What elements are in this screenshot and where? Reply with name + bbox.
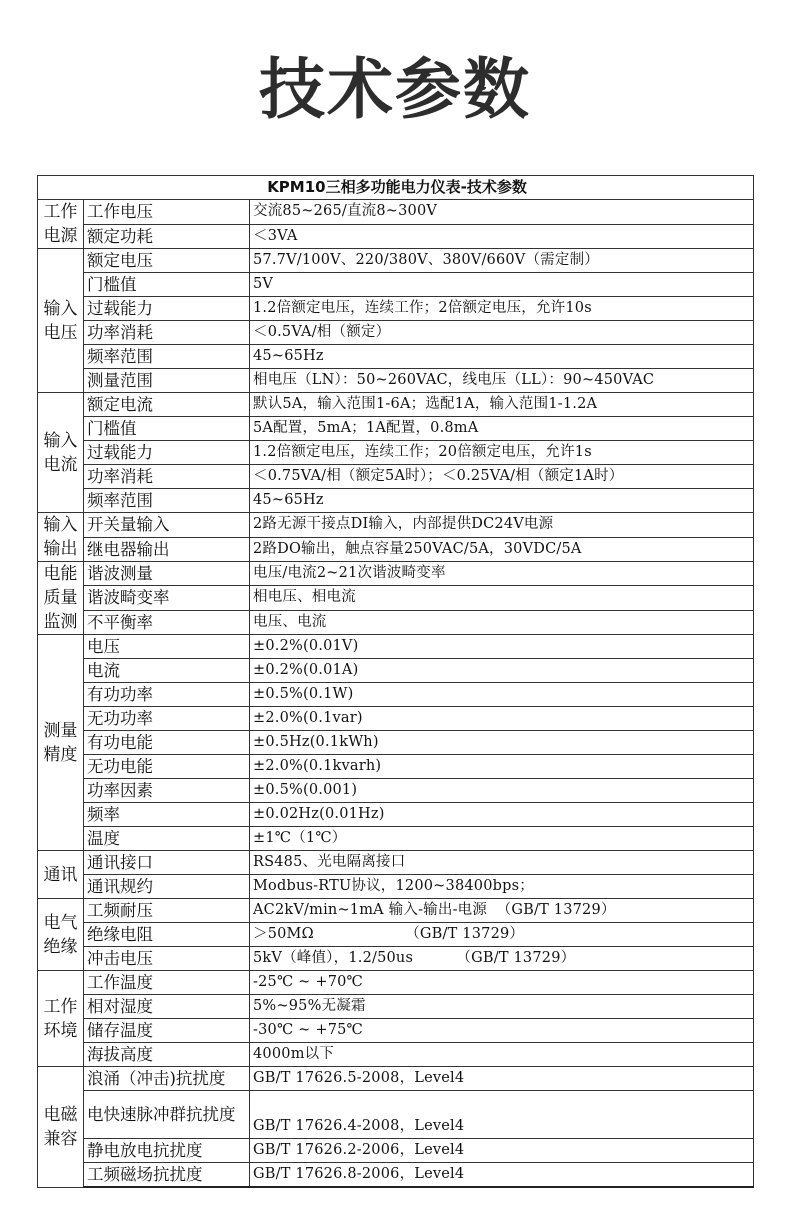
value-cell: GB/T 17626.2-2006，Level4: [250, 1139, 754, 1163]
parameter-cell: 绝缘电阻: [84, 923, 250, 947]
parameter-cell: 不平衡率: [84, 610, 250, 634]
parameter-cell: 工作电压: [84, 200, 250, 225]
value-cell: ±0.2%(0.01V): [250, 635, 754, 659]
table-row: [38, 321, 754, 345]
value-cell: 2路无源干接点DI输入，内部提供DC24V电源: [250, 513, 754, 538]
parameter-cell: 通讯接口: [84, 851, 250, 875]
value-cell: 交流85~265/直流8~300V: [250, 200, 754, 225]
parameter-cell: 频率范围: [84, 489, 250, 513]
parameter-cell: 功率消耗: [84, 321, 250, 345]
parameter-cell: 过载能力: [84, 297, 250, 321]
value-cell: 相电压（LN）：50~260VAC，线电压（LL）：90~450VAC: [250, 369, 754, 393]
table-row: [38, 465, 754, 489]
value-cell: 57.7V/100V、220/380V、380V/660V（需定制）: [250, 249, 754, 273]
parameter-cell: 继电器输出: [84, 537, 250, 562]
table-row: [38, 249, 754, 273]
value-cell: ±0.02Hz(0.01Hz): [250, 803, 754, 827]
table-row: [38, 851, 754, 875]
value-cell: ±0.2%(0.01A): [250, 659, 754, 683]
table-row: [38, 273, 754, 297]
value-cell: Modbus-RTU协议，1200~38400bps；: [250, 875, 754, 899]
table-row: [38, 779, 754, 803]
parameter-cell: 频率范围: [84, 345, 250, 369]
table-row: [38, 707, 754, 731]
table-row: [38, 1163, 754, 1188]
page-heading: 技术参数: [259, 51, 531, 128]
table-row: [38, 297, 754, 321]
value-cell: 1.2倍额定电压，连续工作；2倍额定电压，允许10s: [250, 297, 754, 321]
value-cell: ＜0.5VA/相（额定）: [250, 321, 754, 345]
category-cell: 输入输出: [38, 513, 84, 562]
parameter-cell: 开关量输入: [84, 513, 250, 538]
table-row: [38, 1043, 754, 1067]
parameter-cell: 工频耐压: [84, 899, 250, 923]
table-row: [38, 971, 754, 995]
value-cell: 4000m以下: [250, 1043, 754, 1067]
parameter-cell: 测量范围: [84, 369, 250, 393]
value-cell: 45~65Hz: [250, 489, 754, 513]
table-row: [38, 1139, 754, 1163]
value-cell: ±0.5%(0.001): [250, 779, 754, 803]
value-cell: GB/T 17626.4-2008，Level4: [250, 1091, 754, 1139]
value-cell: -25℃ ~ +70℃: [250, 971, 754, 995]
table-row: [38, 875, 754, 899]
category-cell: 通讯: [38, 851, 84, 899]
category-cell: 电气绝缘: [38, 899, 84, 971]
parameter-cell: 额定电流: [84, 393, 250, 417]
parameter-cell: 相对湿度: [84, 995, 250, 1019]
category-cell: 工作电源: [38, 200, 84, 249]
parameter-cell: 工作温度: [84, 971, 250, 995]
table-row: [38, 803, 754, 827]
value-cell: 5A配置，5mA；1A配置，0.8mA: [250, 417, 754, 441]
value-cell: ±0.5Hz(0.1kWh): [250, 731, 754, 755]
table-row: [38, 755, 754, 779]
spec-table: [37, 175, 754, 1188]
value-cell: ＜3VA: [250, 224, 754, 249]
table-row: [38, 827, 754, 851]
table-title: KPM10三相多功能电力仪表-技术参数: [38, 176, 754, 200]
category-cell: 电磁兼容: [38, 1067, 84, 1188]
table-row: [38, 923, 754, 947]
value-cell: 2路DO输出，触点容量250VAC/5A，30VDC/5A: [250, 537, 754, 562]
table-row: [38, 610, 754, 634]
table-row: [38, 586, 754, 610]
value-cell: 5V: [250, 273, 754, 297]
parameter-cell: 储存温度: [84, 1019, 250, 1043]
value-cell: ±2.0%(0.1kvarh): [250, 755, 754, 779]
table-row: [38, 1067, 754, 1091]
parameter-cell: 温度: [84, 827, 250, 851]
value-cell: 5%~95%无凝霜: [250, 995, 754, 1019]
value-cell: GB/T 17626.8-2006，Level4: [250, 1163, 754, 1188]
table-row: [38, 393, 754, 417]
parameter-cell: 谐波畸变率: [84, 586, 250, 610]
table-row: [38, 513, 754, 538]
table-row: [38, 489, 754, 513]
table-row: [38, 562, 754, 586]
value-cell: 1.2倍额定电压，连续工作；20倍额定电压，允许1s: [250, 441, 754, 465]
table-row: [38, 345, 754, 369]
value-cell: GB/T 17626.5-2008，Level4: [250, 1067, 754, 1091]
parameter-cell: 冲击电压: [84, 947, 250, 971]
parameter-cell: 静电放电抗扰度: [84, 1139, 250, 1163]
table-row: [38, 441, 754, 465]
parameter-cell: 额定功耗: [84, 224, 250, 249]
parameter-cell: 浪涌（冲击)抗扰度: [84, 1067, 250, 1091]
parameter-cell: 频率: [84, 803, 250, 827]
parameter-cell: 过载能力: [84, 441, 250, 465]
table-row: [38, 417, 754, 441]
value-cell: AC2kV/min~1mA 输入-输出-电源 （GB/T 13729）: [250, 899, 754, 923]
category-cell: 输入电流: [38, 393, 84, 513]
value-cell: ＜0.75VA/相（额定5A时）；＜0.25VA/相（额定1A时）: [250, 465, 754, 489]
value-cell: 相电压、相电流: [250, 586, 754, 610]
value-cell: 电压/电流2~21次谐波畸变率: [250, 562, 754, 586]
category-cell: 测量精度: [38, 635, 84, 851]
table-row: [38, 731, 754, 755]
table-title-row: [38, 176, 754, 200]
parameter-cell: 工频磁场抗扰度: [84, 1163, 250, 1188]
value-cell: ±2.0%(0.1var): [250, 707, 754, 731]
table-row: [38, 224, 754, 249]
parameter-cell: 有功电能: [84, 731, 250, 755]
table-row: [38, 1019, 754, 1043]
parameter-cell: 门槛值: [84, 417, 250, 441]
value-cell: RS485、光电隔离接口: [250, 851, 754, 875]
table-row: [38, 1091, 754, 1139]
category-cell: 输入电压: [38, 249, 84, 393]
value-cell: 5kV（峰值），1.2/50us （GB/T 13729）: [250, 947, 754, 971]
value-cell: ±1℃（1℃）: [250, 827, 754, 851]
parameter-cell: 无功电能: [84, 755, 250, 779]
table-row: [38, 369, 754, 393]
parameter-cell: 通讯规约: [84, 875, 250, 899]
value-cell: 45~65Hz: [250, 345, 754, 369]
parameter-cell: 额定电压: [84, 249, 250, 273]
value-cell: ±0.5%(0.1W): [250, 683, 754, 707]
table-row: [38, 659, 754, 683]
table-row: [38, 683, 754, 707]
table-row: [38, 947, 754, 971]
category-cell: 工作环境: [38, 971, 84, 1067]
parameter-cell: 功率因素: [84, 779, 250, 803]
value-cell: 电压、电流: [250, 610, 754, 634]
category-cell: 电能质量监测: [38, 562, 84, 635]
value-cell: -30℃ ~ +75℃: [250, 1019, 754, 1043]
table-row: [38, 899, 754, 923]
table-row: [38, 537, 754, 562]
table-row: [38, 635, 754, 659]
table-row: [38, 995, 754, 1019]
parameter-cell: 有功功率: [84, 683, 250, 707]
parameter-cell: 无功功率: [84, 707, 250, 731]
parameter-cell: 电压: [84, 635, 250, 659]
value-cell: 默认5A，输入范围1-6A；选配1A，输入范围1-1.2A: [250, 393, 754, 417]
parameter-cell: 门槛值: [84, 273, 250, 297]
table-row: [38, 200, 754, 225]
parameter-cell: 功率消耗: [84, 465, 250, 489]
parameter-cell: 谐波测量: [84, 562, 250, 586]
value-cell: ＞50MΩ （GB/T 13729）: [250, 923, 754, 947]
parameter-cell: 海拔高度: [84, 1043, 250, 1067]
parameter-cell: 电快速脉冲群抗扰度: [84, 1091, 250, 1139]
parameter-cell: 电流: [84, 659, 250, 683]
